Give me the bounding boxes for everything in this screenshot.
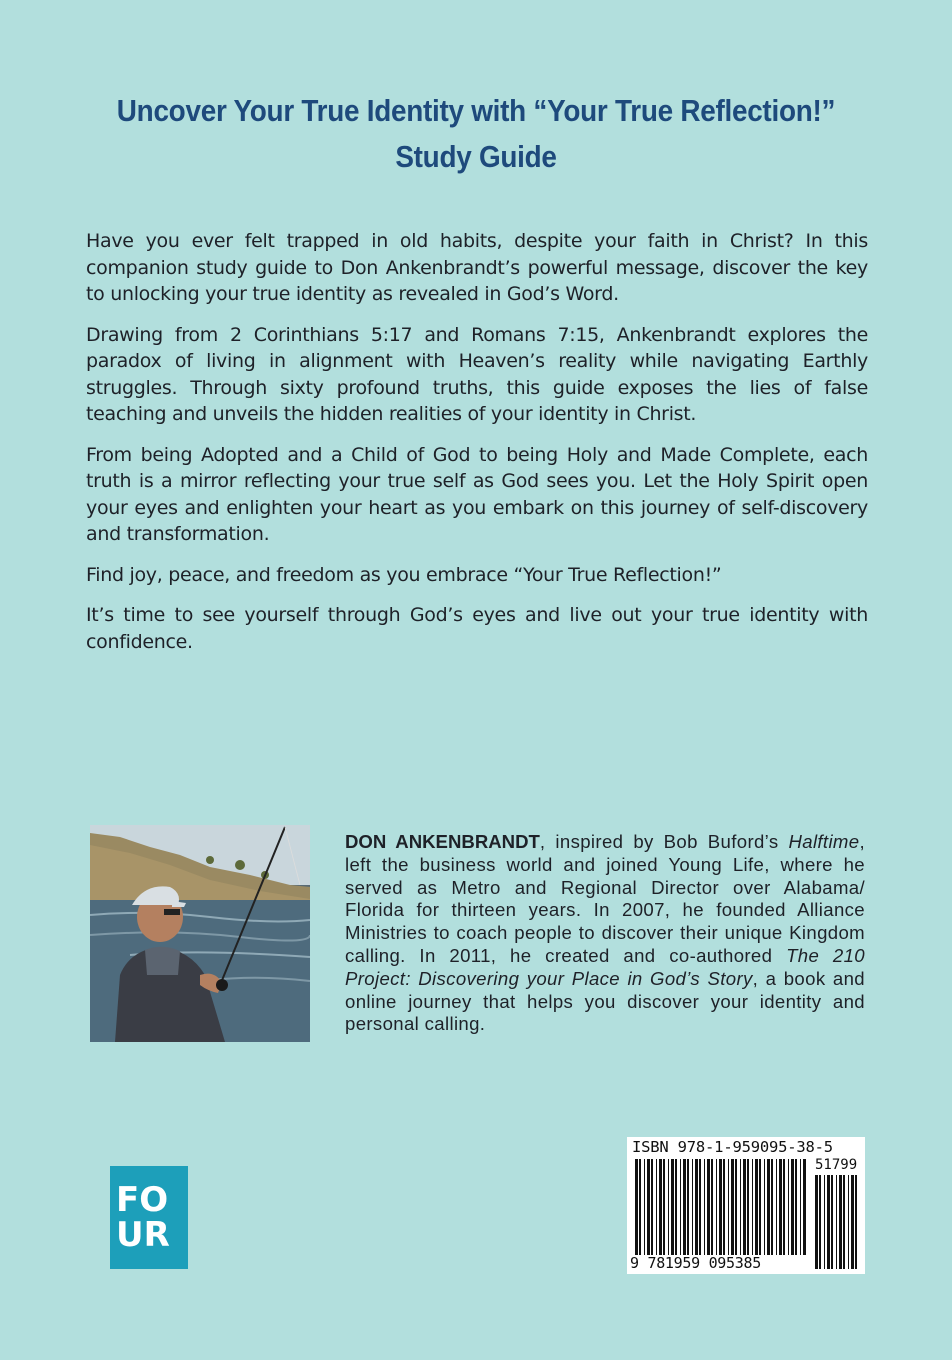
barcode-bar <box>675 1159 677 1255</box>
barcode-bar <box>788 1159 789 1255</box>
barcode-bar <box>687 1159 689 1255</box>
barcode-bar <box>668 1159 669 1255</box>
barcode-bar <box>843 1175 845 1269</box>
description-paragraph: Have you ever felt trapped in old habits, despite your faith in Christ? In this companion study guide to Don Ankenbrandt’s powerful message, discover the key to unlocking your true identity as revealed in God’s Word. <box>86 230 868 305</box>
barcode-bar <box>663 1159 665 1255</box>
barcode-bar <box>735 1159 737 1255</box>
barcode-bar <box>740 1159 741 1255</box>
barcode-bar <box>707 1159 710 1255</box>
barcode-bar <box>803 1159 806 1255</box>
bio-text: , a book and online journey that helps you discover your identity and personal calling. <box>345 967 865 1035</box>
barcode-bar <box>764 1159 765 1255</box>
book-title-halftime: Halftime <box>788 831 860 852</box>
barcode-bar <box>683 1159 686 1255</box>
barcode-bar <box>776 1159 777 1255</box>
author-name: DON ANKENBRANDT <box>345 831 540 852</box>
barcode-bar <box>695 1159 698 1255</box>
barcode-bar <box>680 1159 681 1255</box>
description-paragraph: Drawing from 2 Corinthians 5:17 and Romans 7:15, Ankenbrandt explores the paradox of living in alignment with Heaven’s reality while navigating Earthly struggles. Through sixty profound truths, this guide exposes the lies of false teaching and unveils the hidden realities of your identity in Christ. <box>86 323 868 425</box>
barcode-bar <box>755 1159 758 1255</box>
barcode-bar <box>639 1159 641 1255</box>
book-description <box>86 228 868 669</box>
barcode-bar <box>699 1159 701 1255</box>
barcode-bar <box>704 1159 705 1255</box>
description-paragraph: From being Adopted and a Child of God to being Holy and Made Complete, each truth is a mirror reflecting your true self as God sees you. Let the Holy Spirit open your eyes and enlighten your heart as you embark on this journey of self-discovery and transformation. <box>86 443 868 545</box>
headline-line-2: Study Guide <box>395 139 557 174</box>
price-code: 51799 <box>815 1157 858 1173</box>
barcode-bar <box>815 1175 818 1269</box>
barcode-bar <box>855 1175 857 1269</box>
barcode-bar <box>651 1159 653 1255</box>
barcode-bar <box>791 1159 794 1255</box>
cover-headline <box>102 88 851 180</box>
logo-text-line-1: FO <box>116 1180 169 1220</box>
barcode-bar <box>836 1175 837 1269</box>
barcode-bar <box>743 1159 746 1255</box>
barcode-bar <box>711 1159 713 1255</box>
author-bio <box>345 831 865 1036</box>
barcode-bar <box>795 1159 797 1255</box>
barcode-bar <box>659 1159 662 1255</box>
isbn-barcode <box>627 1137 865 1274</box>
barcode-bar <box>747 1159 749 1255</box>
barcode-bar <box>692 1159 693 1255</box>
isbn-label: ISBN 978-1-959095-38-5 <box>632 1138 833 1156</box>
barcode-bar <box>656 1159 657 1255</box>
headline-line-1: Uncover Your True Identity with “Your True Reflection!” <box>116 93 836 128</box>
barcode-bar <box>800 1159 801 1255</box>
barcode-bar <box>771 1159 773 1255</box>
barcode-bar <box>851 1175 854 1269</box>
barcode-bar <box>716 1159 717 1255</box>
logo-text-line-2: UR <box>116 1215 170 1255</box>
description-paragraph: It’s time to see yourself through God’s eyes and live out your true identity with confidence. <box>86 604 868 653</box>
barcode-bar <box>819 1175 821 1269</box>
bio-text: , inspired by Bob Buford’s <box>539 831 789 852</box>
book-title-210-project: The 210 Project: Discovering your Place in God’s Story <box>345 944 865 989</box>
barcode-bar <box>731 1159 734 1255</box>
barcode-bar <box>839 1175 842 1269</box>
barcode-bar <box>647 1159 650 1255</box>
barcode-bar <box>831 1175 833 1269</box>
author-photo <box>90 825 310 1042</box>
description-paragraph: Find joy, peace, and freedom as you embrace “Your True Reflection!” <box>86 563 722 586</box>
barcode-bar <box>759 1159 761 1255</box>
barcode-bar <box>779 1159 782 1255</box>
barcode-bar <box>728 1159 729 1255</box>
barcode-bar <box>827 1175 830 1269</box>
barcode-bar <box>671 1159 674 1255</box>
barcode-bar <box>767 1159 770 1255</box>
barcode-bar <box>848 1175 849 1269</box>
barcode-bar <box>719 1159 722 1255</box>
barcode-bar <box>635 1159 638 1255</box>
barcode-bar <box>723 1159 725 1255</box>
barcode-bar <box>752 1159 753 1255</box>
barcode-digits: 9 781959 095385 <box>630 1254 761 1272</box>
barcode-bar <box>644 1159 645 1255</box>
bio-text: , left the business world and joined Young Life, where he served as Metro and Regional Director over Alabama/ Florida for thirteen years. In 2007, he founded Alliance Ministries to coach people to discover their unique Kingdom calling. In 2011, he created and co-authored <box>345 831 865 966</box>
barcode-bar <box>824 1175 825 1269</box>
publisher-logo <box>110 1166 188 1269</box>
barcode-bar <box>783 1159 785 1255</box>
